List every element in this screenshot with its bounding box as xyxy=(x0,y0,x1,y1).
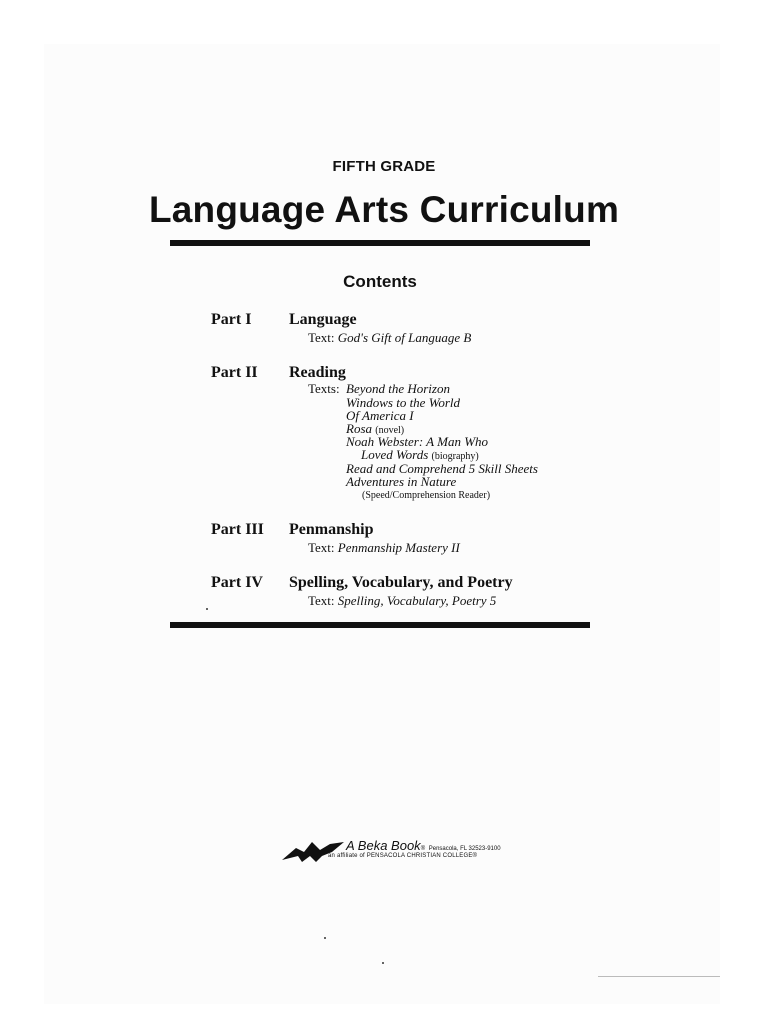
registered-mark: ® xyxy=(420,846,426,852)
bottom-divider xyxy=(170,622,590,628)
publisher-address: Pensacola, FL 32523-9100 xyxy=(428,846,501,852)
speed-reader-note: (Speed/Comprehension Reader) xyxy=(362,490,491,501)
scan-speck xyxy=(206,608,208,610)
part-3-label: Part III xyxy=(211,521,264,538)
scan-speck xyxy=(382,962,384,964)
top-divider xyxy=(170,240,590,246)
part-2-title: Reading xyxy=(289,364,346,381)
text-title: Penmanship Mastery II xyxy=(337,540,460,555)
scan-smudge xyxy=(598,976,720,977)
text-title: Spelling, Vocabulary, Poetry 5 xyxy=(337,593,497,608)
part-4-label: Part IV xyxy=(211,574,263,591)
reading-text-4: Rosa xyxy=(346,421,372,436)
scan-speck xyxy=(324,937,326,939)
reading-text-5: Noah Webster: A Man Who xyxy=(346,434,489,449)
document-title: Language Arts Curriculum xyxy=(148,189,620,230)
reading-text-3: Of America I xyxy=(346,408,414,423)
novel-note: (novel) xyxy=(375,425,405,436)
part-3-title: Penmanship xyxy=(289,521,374,538)
publisher-logo xyxy=(282,838,501,866)
reading-text-8: Adventures in Nature xyxy=(346,474,457,489)
part-2-texts-prefix: Texts: xyxy=(308,381,340,396)
reading-text-7: Read and Comprehend 5 Skill Sheets xyxy=(346,461,538,476)
part-1-title: Language xyxy=(289,311,357,328)
part-2-label: Part II xyxy=(211,364,258,381)
part-1-label: Part I xyxy=(211,311,252,328)
reading-text-6: Loved Words xyxy=(361,447,429,462)
publisher-name-line xyxy=(346,838,501,853)
text-prefix: Text: xyxy=(308,540,335,555)
reading-text-2: Windows to the World xyxy=(346,395,461,410)
grade-label: FIFTH GRADE xyxy=(332,158,436,175)
reading-text-1: Beyond the Horizon xyxy=(346,381,450,396)
part-1-text-line xyxy=(308,330,471,346)
part-4-text-line xyxy=(308,593,496,609)
part-4-title: Spelling, Vocabulary, and Poetry xyxy=(289,574,513,591)
publisher-name: A Beka Book xyxy=(346,838,421,853)
text-title: God's Gift of Language B xyxy=(337,330,472,345)
part-3-text-line xyxy=(308,540,460,556)
publisher-affiliation: an affiliate of PENSACOLA CHRISTIAN COLLEGE® xyxy=(328,853,478,859)
text-prefix: Text: xyxy=(308,593,335,608)
contents-heading: Contents xyxy=(343,272,417,291)
text-prefix: Text: xyxy=(308,330,335,345)
biography-note: (biography) xyxy=(431,451,479,462)
